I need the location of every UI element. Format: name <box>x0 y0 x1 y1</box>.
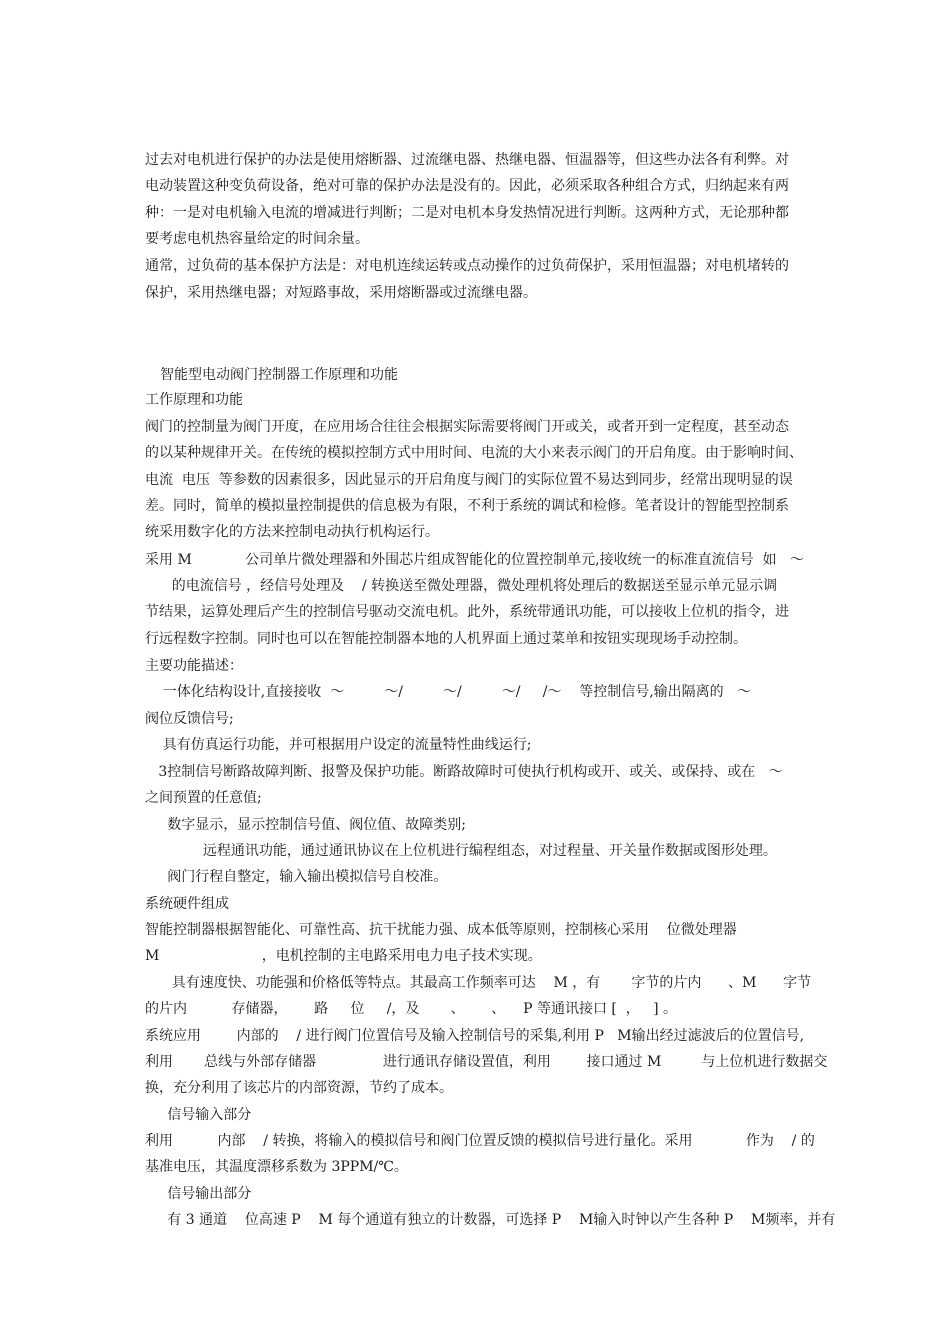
feature-line: 阀位反馈信号; <box>145 711 234 727</box>
text-line: 保护，采用热继电器；对短路事故，采用熔断器或过流继电器。 <box>145 285 537 301</box>
features-heading: 主要功能描述： <box>145 658 243 674</box>
text-line: 具有速度快、功能强和价格低等特点。其最高工作频率可达 M ，有 字节的片内 、M 字节 <box>145 975 812 991</box>
text-line: 通常，过负荷的基本保护方法是：对电机连续运转或点动操作的过负荷保护，采用恒温器；对电机堵转的 <box>145 258 789 274</box>
feature-line: 一体化结构设计,直接接收 ～ ～/ ～/ ～/ /～ 等控制信号,输出隔离的 ～ <box>145 684 752 700</box>
feature-line: 远程通讯功能，通过通讯协议在上位机进行编程组态，对过程量、开关量作数据或图形处理。 <box>145 843 777 859</box>
text-line: 行远程数字控制。同时也可以在智能控制器本地的人机界面上通过菜单和按钮实现现场手动控制。 <box>145 631 747 647</box>
section-title: 智能型电动阀门控制器工作原理和功能 <box>160 367 398 383</box>
text-line: 过去对电机进行保护的办法是使用熔断器、过流继电器、热继电器、恒温器等，但这些办法各有利弊。对 <box>145 152 789 168</box>
input-heading: 信号输入部分 <box>145 1107 252 1123</box>
text-line: 的以某种规律开关。在传统的模拟控制方式中用时间、电流的大小来表示阀门的开启角度。由于影响时间、 <box>145 445 803 461</box>
text-line: 采用 M 公司单片微处理器和外围芯片组成智能化的位置控制单元,接收统一的标准直流信号 如 ～ <box>145 552 804 568</box>
text-line: 差。同时，简单的模拟量控制提供的信息极为有限，不利于系统的调试和检修。笔者设计的智能型控制系 <box>145 498 789 514</box>
feature-line: 3控制信号断路故障判断、报警及保护功能。断路故障时可使执行机构或开、或关、或保持、或在 ～ <box>145 764 783 780</box>
text-line: 电流 电压 等参数的因素很多，因此显示的开启角度与阀门的实际位置不易达到同步，经常出现明显的误 <box>145 472 793 488</box>
hardware-heading: 系统硬件组成 <box>145 896 229 912</box>
output-heading: 信号输出部分 <box>145 1186 252 1202</box>
text-line: 阀门的控制量为阀门开度，在应用场合往往会根据实际需要将阀门开或关，或者开到一定程度，甚至动态 <box>145 419 789 435</box>
text-line: 统采用数字化的方法来控制电动执行机构运行。 <box>145 524 439 540</box>
text-line: 节结果，运算处理后产生的控制信号驱动交流电机。此外，系统带通讯功能，可以接收上位机的指令，进 <box>145 604 789 620</box>
text-line: M ，电机控制的主电路采用电力电子技术实现。 <box>145 948 542 964</box>
text-line: 利用 总线与外部存储器 进行通讯存储设置值，利用 接口通过 M 与上位机进行数据交 <box>145 1054 828 1070</box>
text-line: 基准电压，其温度漂移系数为 3PPM/℃。 <box>145 1159 408 1175</box>
text-line: 智能控制器根据智能化、可靠性高、抗干扰能力强、成本低等原则，控制核心采用 位微处理器 <box>145 922 737 938</box>
text-line: 的电流信号 ，经信号处理及 / 转换送至微处理器，微处理机将处理后的数据送至显示单元显示调 <box>145 578 778 594</box>
text-line: 换，充分利用了该芯片的内部资源，节约了成本。 <box>145 1080 453 1096</box>
text-line: 系统应用 内部的 / 进行阀门位置信号及输入控制信号的采集,利用 P M输出经过滤波后的位置信号, <box>145 1028 805 1044</box>
text-line: 种：一是对电机输入电流的增减进行判断；二是对电机本身发热情况进行判断。这两种方式，无论那种都 <box>145 205 789 221</box>
text-line: 要考虑电机热容量给定的时间余量。 <box>145 231 369 247</box>
feature-line: 阀门行程自整定，输入输出模拟信号自校准。 <box>145 869 448 885</box>
text-line: 的片内 存储器， 路 位 /，及 、 、 P 等通讯接口 [ ， ] 。 <box>145 1001 678 1017</box>
text-line: 利用 内部 / 转换，将输入的模拟信号和阀门位置反馈的模拟信号进行量化。采用 作为 / 的 <box>145 1133 815 1149</box>
section-subtitle: 工作原理和功能 <box>145 392 243 408</box>
feature-line: 数字显示，显示控制信号值、阀位值、故障类别; <box>145 817 466 833</box>
text-line: 有 3 通道 位高速 P M 每个通道有独立的计数器，可选择 P M输入时钟以产生各种 P M频率，并有 <box>145 1212 836 1228</box>
feature-line: 之间预置的任意值; <box>145 790 262 806</box>
text-line: 电动装置这种变负荷设备，绝对可靠的保护办法是没有的。因此，必须采取各种组合方式，归纳起来有两 <box>145 178 789 194</box>
feature-line: 具有仿真运行功能，并可根据用户设定的流量特性曲线运行; <box>145 737 532 753</box>
